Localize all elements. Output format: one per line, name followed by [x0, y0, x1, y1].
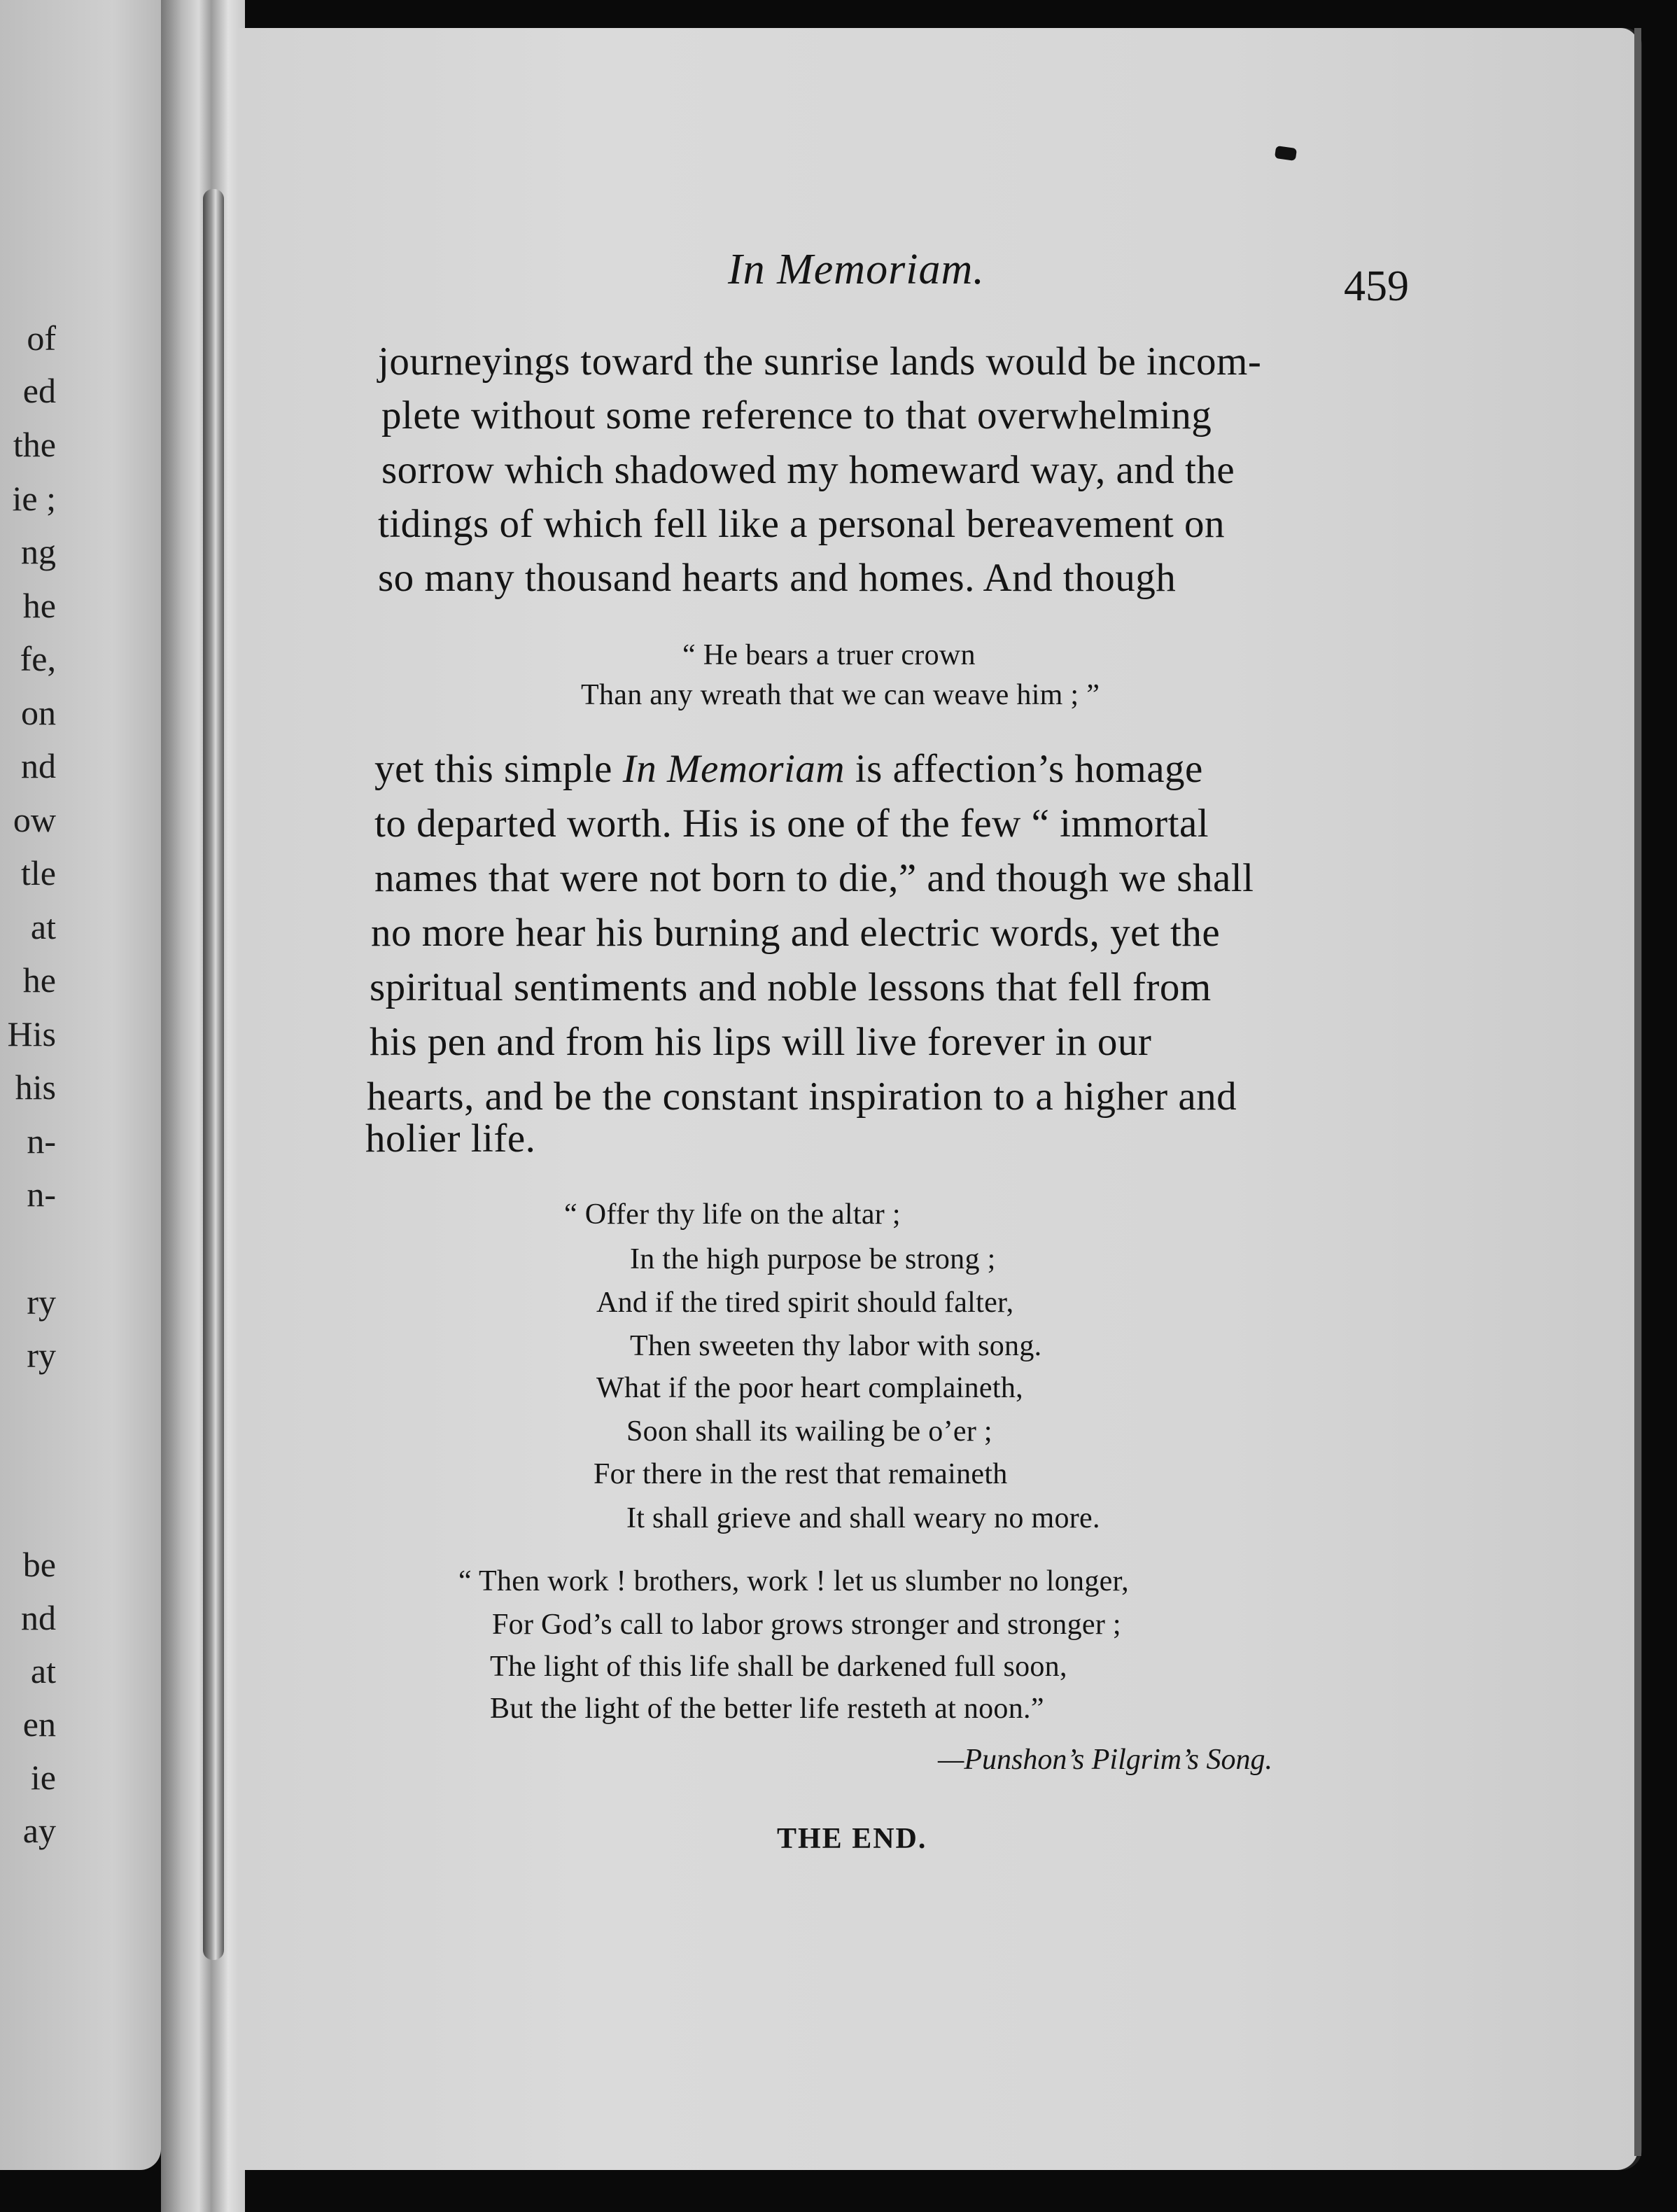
fragment-text: ng	[21, 532, 56, 571]
fragment-text: ay	[22, 1811, 56, 1850]
fragment-text: ed	[22, 371, 56, 410]
facing-page-fragment	[0, 0, 161, 2170]
page-edge	[1634, 28, 1641, 2156]
fragment-text: at	[30, 907, 56, 946]
italic-title: In Memoriam	[622, 747, 845, 791]
fragment-text: his	[15, 1068, 56, 1107]
fragment-text: n-	[27, 1121, 56, 1161]
prose-line: journeyings toward the sunrise lands would be incom-	[378, 340, 1262, 384]
poem-line: The light of this life shall be darkened full soon,	[490, 1651, 1067, 1683]
poem-line: “ Offer thy life on the altar ;	[564, 1198, 901, 1231]
attribution: —Punshon’s Pilgrim’s Song.	[938, 1744, 1273, 1776]
poem-line: In the high purpose be strong ;	[630, 1243, 996, 1275]
fragment-text: of	[27, 318, 56, 358]
poem-line: What if the poor heart complaineth,	[596, 1372, 1023, 1404]
fragment-text: he	[22, 586, 56, 625]
fragment-text: nd	[21, 746, 56, 785]
running-header: In Memoriam.	[728, 246, 985, 293]
poem-line: For there in the rest that remaineth	[594, 1458, 1008, 1490]
prose-line: names that were not born to die,” and though we shall	[374, 856, 1254, 900]
end-text: THE END.	[777, 1823, 927, 1855]
fragment-text: ry	[27, 1336, 56, 1375]
prose-fragment: yet this simple	[374, 747, 623, 791]
fragment-text: at	[30, 1651, 56, 1690]
quote-line: “ He bears a truer crown	[682, 639, 976, 671]
prose-line: tidings of which fell like a personal bereavement on	[378, 502, 1225, 546]
quote-line: Than any wreath that we can weave him ; ”	[581, 679, 1100, 711]
poem-line: But the light of the better life resteth at noon.”	[490, 1693, 1044, 1725]
fragment-text: ie ;	[12, 479, 56, 518]
poem-line: Then sweeten thy labor with song.	[630, 1330, 1042, 1362]
fragment-text: tle	[21, 853, 56, 892]
prose-line: spiritual sentiments and noble lessons that fell from	[370, 965, 1212, 1009]
poem-line: And if the tired spirit should falter,	[596, 1287, 1014, 1319]
fragment-text: ie	[30, 1758, 56, 1797]
poem-line: Soon shall its wailing be o’er ;	[626, 1415, 992, 1448]
poem-line: It shall grieve and shall weary no more.	[626, 1502, 1100, 1534]
fragment-text: the	[13, 425, 56, 464]
prose-line: no more hear his burning and electric words, yet the	[371, 911, 1221, 955]
fragment-text: n-	[27, 1175, 56, 1214]
fragment-text: en	[22, 1704, 56, 1744]
prose-line: to departed worth. His is one of the few “ immortal	[374, 802, 1209, 846]
prose-line: so many thousand hearts and homes. And though	[378, 556, 1177, 600]
fragment-text: His	[7, 1014, 56, 1054]
page-number: 459	[1344, 262, 1409, 310]
poem-line: For God’s call to labor grows stronger and stronger ;	[492, 1609, 1121, 1641]
fragment-text: be	[22, 1545, 56, 1584]
prose-line: holier life.	[365, 1116, 536, 1161]
fragment-text: ow	[13, 800, 56, 839]
prose-line: sorrow which shadowed my homeward way, and the	[381, 448, 1235, 492]
fragment-text: on	[21, 693, 56, 732]
prose-line	[374, 749, 1203, 789]
binding-edge	[203, 189, 224, 1960]
poem-line: “ Then work ! brothers, work ! let us slumber no longer,	[458, 1565, 1129, 1597]
fragment-text: nd	[21, 1598, 56, 1637]
fragment-text: ry	[27, 1282, 56, 1322]
prose-line: plete without some reference to that overwhelming	[381, 393, 1212, 438]
fragment-text: fe,	[20, 639, 56, 678]
prose-line: hearts, and be the constant inspiration to a higher and	[367, 1074, 1237, 1119]
prose-line: his pen and from his lips will live forever in our	[370, 1020, 1152, 1064]
prose-fragment: is affection’s homage	[845, 747, 1203, 791]
fragment-text: he	[22, 960, 56, 1000]
